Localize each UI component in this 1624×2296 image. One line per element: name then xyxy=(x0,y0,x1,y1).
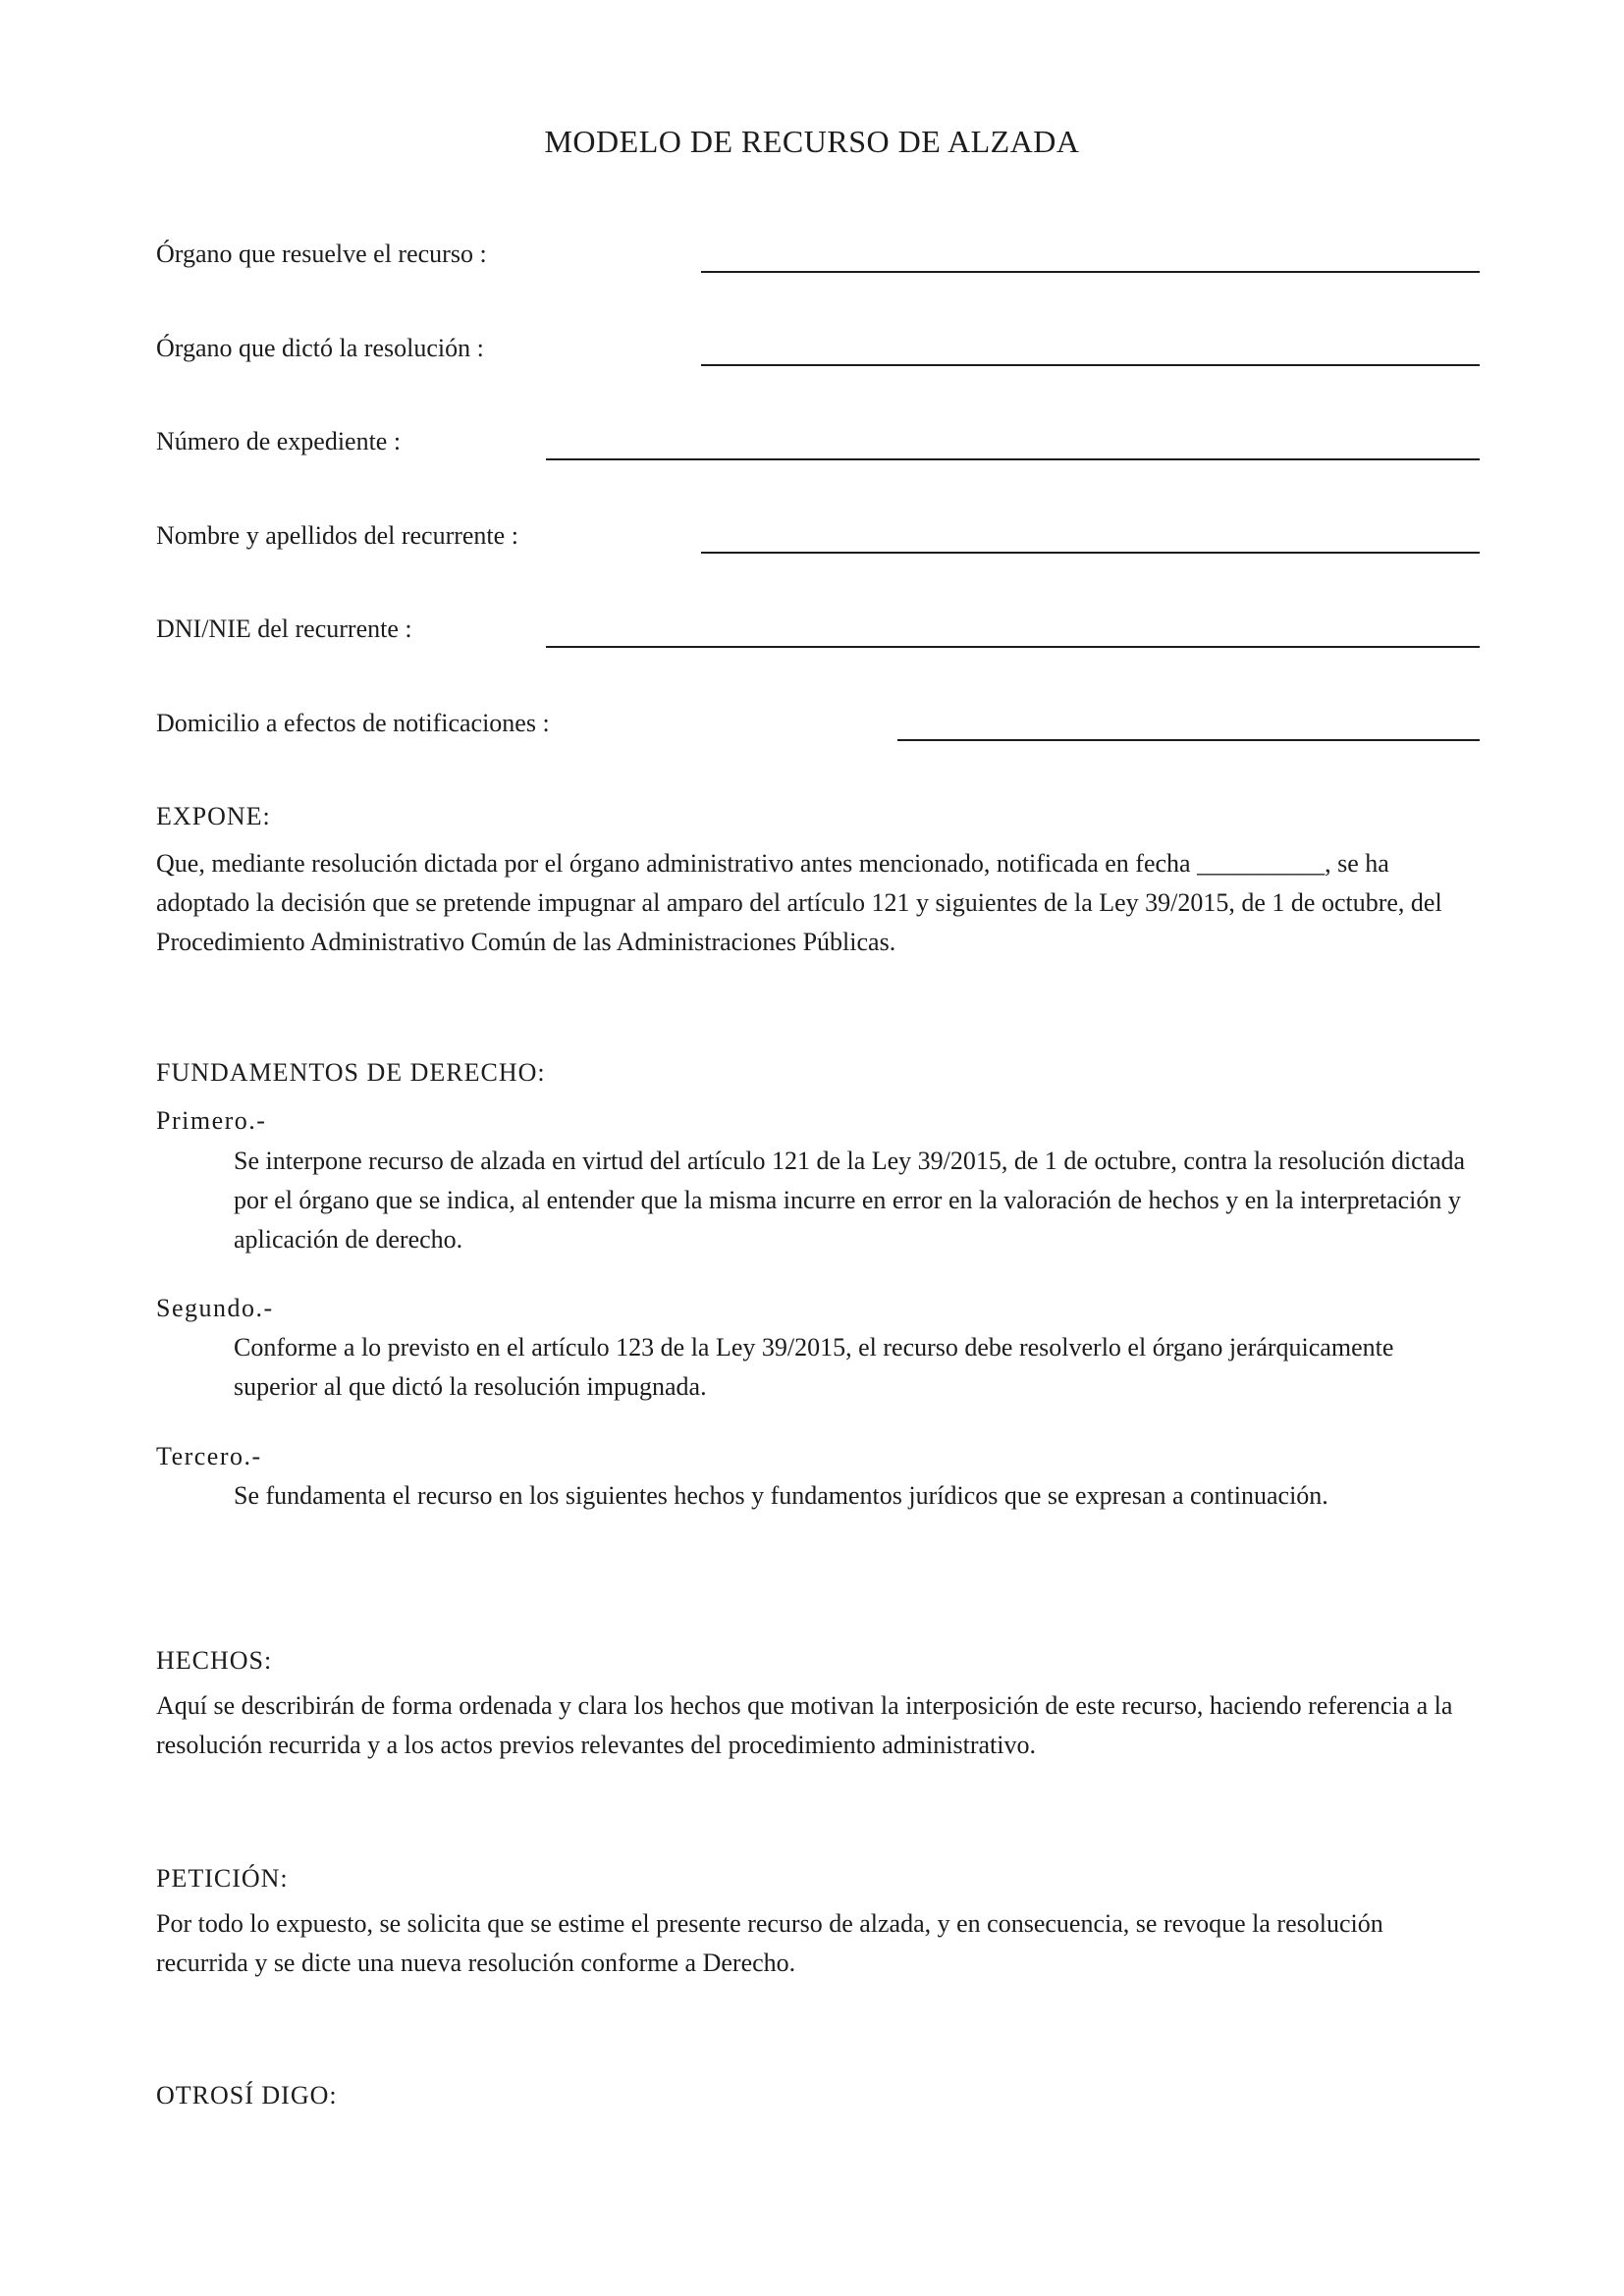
otrosi-heading: OTROSÍ DIGO: xyxy=(156,2081,338,2109)
field-label-dni-recurrente: DNI/NIE del recurrente : xyxy=(156,614,412,643)
document-title: MODELO DE RECURSO DE ALZADA xyxy=(544,124,1080,159)
expone-text: Que, mediante resolución dictada por el órgano administrativo antes mencionado, notificada en fecha __________, se ha adoptado la decisión que se pretende impugnar al amparo del artículo 121 y siguientes de la Ley 39/2015, de 1 de octubre, del Procedimiento Administrativo Común de las Administraciones Públicas. xyxy=(156,849,1442,956)
peticion-heading: PETICIÓN: xyxy=(156,1864,289,1893)
field-label-nombre-recurrente: Nombre y apellidos del recurrente : xyxy=(156,521,518,550)
hechos-text: Aquí se describirán de forma ordenada y clara los hechos que motivan la interposición de este recurso, haciendo referencia a la resolución recurrida y a los actos previos relevantes del procedimiento administrativo. xyxy=(156,1691,1453,1759)
field-label-organo-resuelve: Órgano que resuelve el recurso : xyxy=(156,240,487,268)
fundamento-tercero-text: Se fundamenta el recurso en los siguientes hechos y fundamentos jurídicos que se expresan a continuación. xyxy=(234,1481,1328,1510)
fundamento-segundo-label: Segundo.- xyxy=(156,1294,274,1322)
fundamento-primero-text: Se interpone recurso de alzada en virtud del artículo 121 de la Ley 39/2015, de 1 de octubre, contra la resolución dictada por el órgano que se indica, al entender que la misma incurre en error en la valoración de hechos y en la interpretación y aplicación de derecho. xyxy=(234,1147,1466,1254)
field-line-organo-resuelve[interactable] xyxy=(701,271,1480,273)
field-line-dni-recurrente[interactable] xyxy=(546,646,1480,648)
field-line-nombre-recurrente[interactable] xyxy=(701,552,1480,554)
field-line-organo-dicto[interactable] xyxy=(701,364,1480,366)
field-label-domicilio: Domicilio a efectos de notificaciones : xyxy=(156,709,550,737)
field-line-numero-expediente[interactable] xyxy=(546,458,1480,460)
field-label-numero-expediente: Número de expediente : xyxy=(156,427,402,455)
hechos-heading: HECHOS: xyxy=(156,1646,273,1675)
field-line-domicilio[interactable] xyxy=(897,739,1480,741)
peticion-text: Por todo lo expuesto, se solicita que se estime el presente recurso de alzada, y en consecuencia, se revoque la resolución recurrida y se dicte una nueva resolución conforme a Derecho. xyxy=(156,1909,1383,1977)
fundamento-primero-label: Primero.- xyxy=(156,1106,267,1135)
expone-heading: EXPONE: xyxy=(156,802,271,830)
fundamento-tercero-label: Tercero.- xyxy=(156,1442,262,1470)
fundamento-segundo-text: Conforme a lo previsto en el artículo 123 de la Ley 39/2015, el recurso debe resolverlo el órgano jerárquicamente superior al que dictó la resolución impugnada. xyxy=(234,1333,1394,1401)
field-label-organo-dicto: Órgano que dictó la resolución : xyxy=(156,334,484,362)
fundamentos-heading: FUNDAMENTOS DE DERECHO: xyxy=(156,1058,546,1087)
